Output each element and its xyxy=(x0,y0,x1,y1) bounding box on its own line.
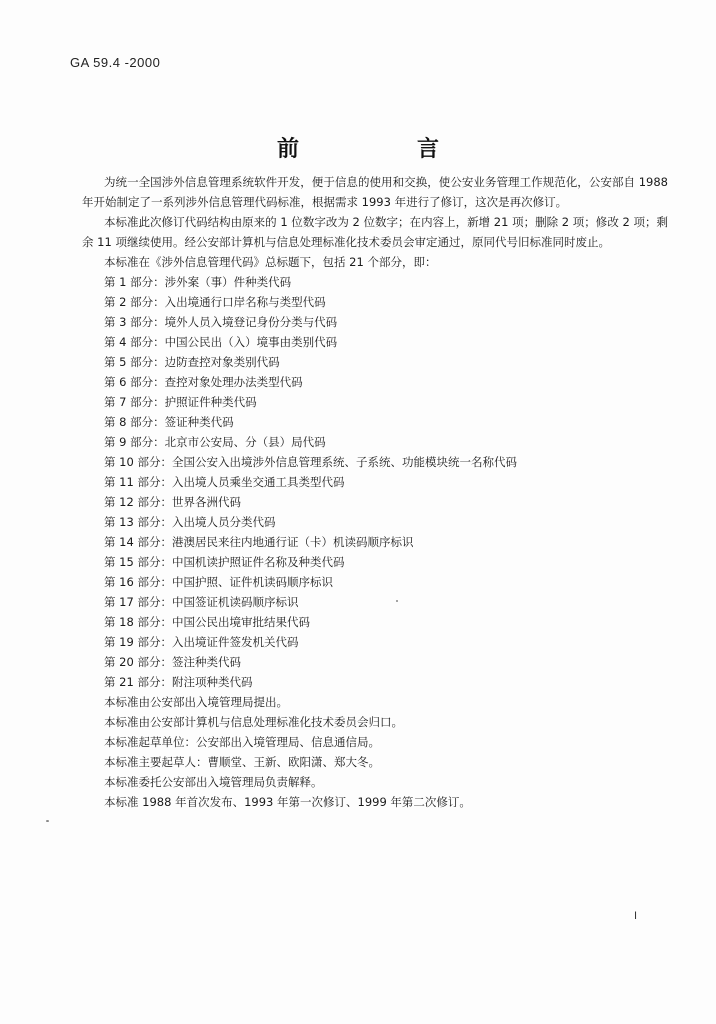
committee-line: 本标准由公安部计算机与信息处理标准化技术委员会归口。 xyxy=(104,715,403,729)
interpretation-line: 本标准委托公安部出入境管理局负责解释。 xyxy=(104,775,323,789)
list-item: 第 19 部分：入出境证件签发机关代码 xyxy=(104,635,299,649)
list-item: 第 2 部分：入出境通行口岸名称与类型代码 xyxy=(104,295,326,309)
document-body xyxy=(82,172,668,812)
history-line: 本标准 1988 年首次发布、1993 年第一次修订、1999 年第二次修订。 xyxy=(104,795,471,809)
revision-paragraph: 本标准此次修订代码结构由原来的 1 位数字改为 2 位数字；在内容上，新增 21 项；删除 2 项；修改 2 项；剩余 11 项继续使用。经公安部计算机与信息处理标准化技术委员会审定通过，原同代号旧标准同时废止。 xyxy=(82,215,668,249)
list-item: 第 13 部分：入出境人员分类代码 xyxy=(104,515,276,529)
list-item: 第 21 部分：附注项种类代码 xyxy=(104,675,253,689)
list-item: 第 11 部分：入出境人员乘坐交通工具类型代码 xyxy=(104,475,345,489)
page-number: I xyxy=(634,910,638,922)
list-item: 第 1 部分：涉外案（事）件种类代码 xyxy=(104,275,292,289)
list-item: 第 6 部分：查控对象处理办法类型代码 xyxy=(104,375,303,389)
list-item: 第 14 部分：港澳居民来往内地通行证（卡）机读码顺序标识 xyxy=(104,535,414,549)
drafters-line: 本标准主要起草人：曹顺堂、王新、欧阳潇、郑大冬。 xyxy=(104,755,380,769)
list-item: 第 12 部分：世界各洲代码 xyxy=(104,495,241,509)
list-item: 第 4 部分：中国公民出（入）境事由类别代码 xyxy=(104,335,338,349)
parts-intro-paragraph: 本标准在《涉外信息管理代码》总标题下，包括 21 个部分，即： xyxy=(104,255,437,269)
list-item: 第 17 部分：中国签证机读码顺序标识 xyxy=(104,595,299,609)
list-item: 第 5 部分：边防查控对象类别代码 xyxy=(104,355,280,369)
list-item: 第 8 部分：签证种类代码 xyxy=(104,415,234,429)
list-item: 第 15 部分：中国机读护照证件名称及种类代码 xyxy=(104,555,345,569)
standard-code: GA 59.4 -2000 xyxy=(70,55,161,70)
parts-list xyxy=(82,272,668,692)
page-title: 前 言 xyxy=(276,136,487,162)
scan-speck xyxy=(46,820,49,822)
list-item: 第 10 部分：全国公安入出境涉外信息管理系统、子系统、功能模块统一名称代码 xyxy=(104,455,517,469)
list-item: 第 3 部分：境外人员入境登记身份分类与代码 xyxy=(104,315,338,329)
list-item: 第 9 部分：北京市公安局、分（县）局代码 xyxy=(104,435,326,449)
list-item: 第 16 部分：中国护照、证件机读码顺序标识 xyxy=(104,575,333,589)
intro-paragraph: 为统一全国涉外信息管理系统软件开发，便于信息的使用和交换，使公安业务管理工作规范化，公安部自 1988 年开始制定了一系列涉外信息管理代码标准，根据需求 1993 年进行了修订，这次是再次修订。 xyxy=(82,175,668,209)
list-item: 第 18 部分：中国公民出境审批结果代码 xyxy=(104,615,310,629)
scan-speck xyxy=(396,600,398,602)
proposer-line: 本标准由公安部出入境管理局提出。 xyxy=(104,695,288,709)
list-item: 第 20 部分：签注种类代码 xyxy=(104,655,241,669)
list-item: 第 7 部分：护照证件种类代码 xyxy=(104,395,257,409)
drafting-unit-line: 本标准起草单位：公安部出入境管理局、信息通信局。 xyxy=(104,735,380,749)
